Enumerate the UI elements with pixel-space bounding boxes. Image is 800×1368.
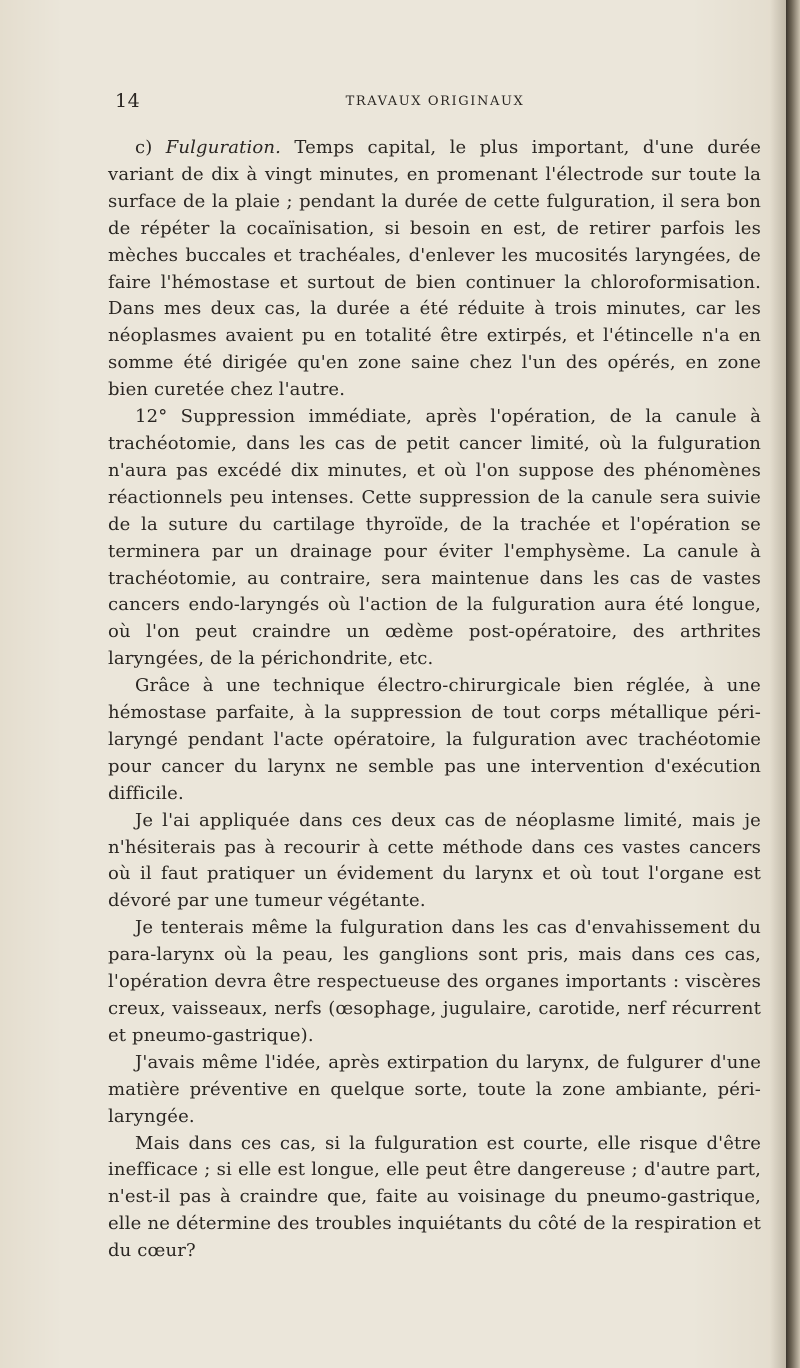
page-header	[110, 90, 760, 114]
book-binding-edge	[786, 0, 800, 1368]
paragraph	[108, 135, 761, 404]
page-edge-shadow	[770, 0, 786, 1368]
paragraph: Mais dans ces cas, si la fulguration est courte, elle risque d'être inefficace ; si elle est longue, elle peut être dangereuse ; d'autre part, n'est-il pas à craindre que, faite au voisinage du pneumo-gastrique, elle ne détermine des troubles inquiétants du côté de la respiration et du cœur?	[108, 1132, 761, 1262]
paragraph: 12° Suppression immédiate, après l'opération, de la canule à trachéotomie, dans les cas de petit cancer limité, où la fulguration n'aura pas excédé dix minutes, et où l'on suppose des phénomènes réactionnels peu intenses. Cette suppression de la canule sera suivie de la suture du cartilage thyroïde, de la trachée et l'opération se terminera par un drainage pour éviter l'emphysème. La canule à trachéotomie, au contraire, sera maintenue dans les cas de vastes cancers endo-laryngés où l'action de la fulguration aura été longue, où l'on peut craindre un œdème post-opératoire, des arthrites laryngées, de la périchondrite, etc.	[108, 406, 761, 670]
section-title: Fulguration.	[165, 137, 281, 158]
paragraph: J'avais même l'idée, après extirpation du larynx, de fulgurer d'une matière préventive en quelque sorte, toute la zone ambiante, péri-laryngée.	[108, 1051, 761, 1127]
section-label: c)	[135, 137, 153, 158]
paragraph: Je l'ai appliquée dans ces deux cas de néoplasme limité, mais je n'hésiterais pas à recourir à cette méthode dans ces vastes cancers où il faut pratiquer un évidement du larynx et où tout l'organe est dévoré par une tumeur végétante.	[108, 809, 761, 912]
body-text	[108, 135, 761, 1265]
running-head: TRAVAUX ORIGINAUX	[345, 94, 525, 109]
paragraph: Grâce à une technique électro-chirurgicale bien réglée, à une hémostase parfaite, à la suppression de tout corps métallique péri-laryngé pendant l'acte opératoire, la fulguration avec trachéotomie pour cancer du larynx ne semble pas une intervention d'exécution difficile.	[108, 675, 761, 804]
paragraph-text: Temps capital, le plus important, d'une durée variant de dix à vingt minutes, en promenant l'électrode sur toute la surface de la plaie ; pendant la durée de cette fulguration, il sera bon de répéter la cocaïnisation, si besoin en est, de retirer parfois les mèches buccales et trachéales, d'enlever les mucosités laryngées, de faire l'hémostase et surtout de bien continuer la chloroformisation. Dans mes deux cas, la durée a été réduite à trois minutes, car les néoplasmes avaient pu en totalité être extirpés, et l'étincelle n'a en somme été dirigée qu'en zone saine chez l'un des opérés, en zone bien curetée chez l'autre.	[108, 137, 761, 401]
paragraph: Je tenterais même la fulguration dans les cas d'envahissement du para-larynx où la peau, les ganglions sont pris, mais dans ces cas, l'opération devra être respectueuse des organes importants : viscères creux, vaisseaux, nerfs (œsophage, jugulaire, carotide, nerf récurrent et pneumo-gastrique).	[108, 917, 761, 1046]
page-number: 14	[115, 90, 141, 112]
